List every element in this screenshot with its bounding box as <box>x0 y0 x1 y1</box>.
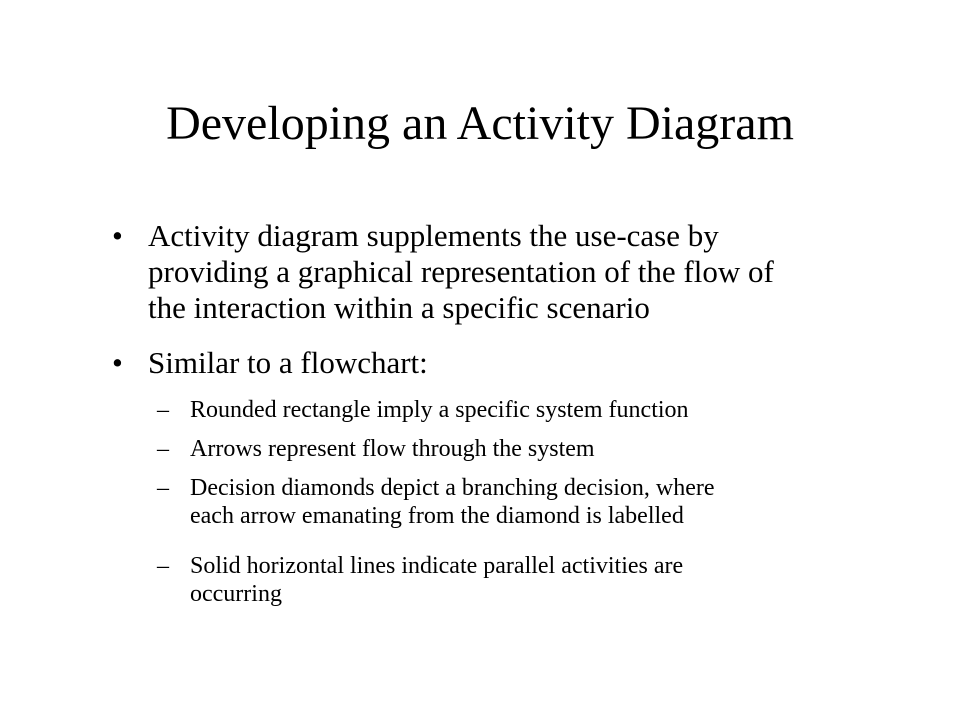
bullet-line: Similar to a flowchart: <box>148 345 428 380</box>
bullet-text <box>148 218 884 326</box>
sub-bullet-marker: – <box>157 475 169 501</box>
bullet-line: the interaction within a specific scenario <box>148 290 650 325</box>
bullet-line: Activity diagram supplements the use-case by <box>148 218 719 253</box>
sub-bullet-marker: – <box>157 436 169 462</box>
sub-bullet-marker: – <box>157 553 169 579</box>
sub-bullet-line: each arrow emanating from the diamond is labelled <box>190 503 684 529</box>
sub-bullet-text <box>190 474 850 530</box>
bullet-line: providing a graphical representation of the flow of <box>148 254 774 289</box>
sub-bullet-line: Rounded rectangle imply a specific system function <box>190 397 689 423</box>
bullet-text <box>148 345 884 381</box>
sub-bullet-line: Decision diamonds depict a branching decision, where <box>190 475 715 501</box>
sub-bullet-text <box>190 396 850 424</box>
sub-bullet-line: Solid horizontal lines indicate parallel activities are <box>190 553 684 579</box>
sub-bullet-line: occurring <box>190 581 282 607</box>
bullet-marker: • <box>112 345 123 380</box>
sub-bullet-text <box>190 552 850 608</box>
bullet-marker: • <box>112 218 123 253</box>
sub-bullet-line: Arrows represent flow through the system <box>190 436 595 462</box>
slide-title: Developing an Activity Diagram <box>166 97 794 150</box>
sub-bullet-text <box>190 435 850 463</box>
sub-bullet-marker: – <box>157 397 169 423</box>
